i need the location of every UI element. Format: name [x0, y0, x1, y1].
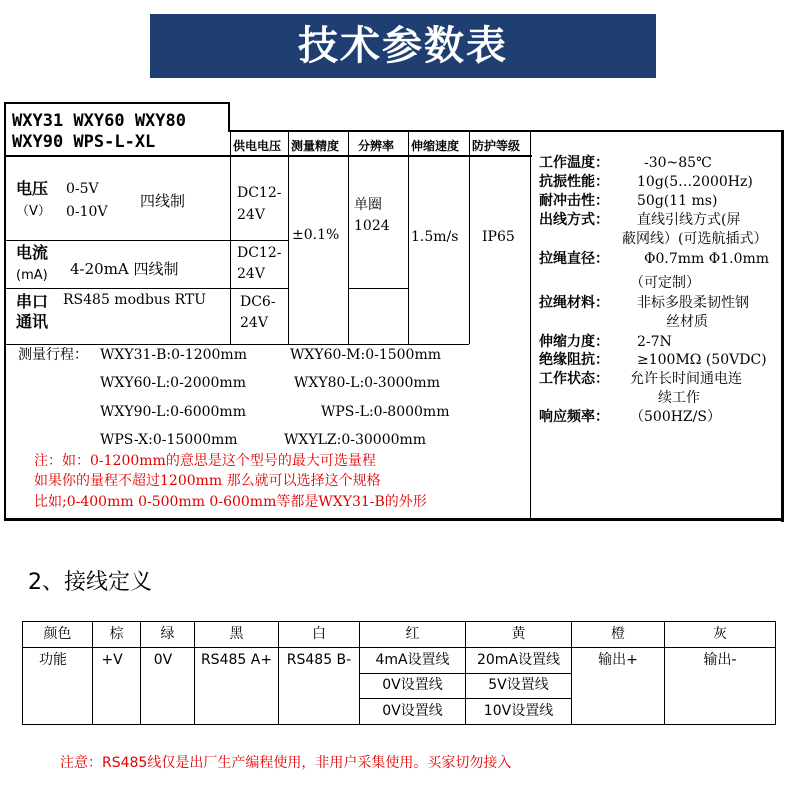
voltage-mode: 四线制 — [140, 192, 186, 210]
rope-label: 拉绳直径： — [539, 251, 609, 267]
current-value: 4-20mA 四线制 — [70, 260, 179, 278]
serial-label-1: 串口 — [16, 292, 49, 311]
resp-label: 响应频率： — [539, 409, 609, 425]
serial-supply-1: DC6- — [240, 294, 276, 310]
wiring-header: 橙 — [611, 626, 625, 642]
voltage-range-2: 0-10V — [66, 204, 108, 220]
current-supply-2: 24V — [237, 266, 265, 282]
spec-border — [530, 132, 531, 520]
header-speed: 伸缩速度 — [411, 139, 460, 153]
voltage-unit: （V） — [16, 204, 51, 219]
spec-border — [228, 130, 783, 132]
stroke-label: 测量行程： — [18, 347, 88, 363]
spec-border — [348, 132, 349, 344]
voltage-label: 电压 — [16, 179, 49, 198]
spec-table — [4, 102, 783, 522]
red-function: 4mA设置线 — [375, 652, 450, 668]
page-title: 技术参数表 — [150, 14, 656, 78]
title-banner — [140, 8, 666, 84]
spec-border — [408, 132, 409, 344]
header-accuracy: 测量精度 — [291, 139, 340, 153]
models-line-1: WXY31 WXY60 WXY80 — [12, 111, 186, 131]
spec-border — [469, 132, 470, 344]
wiring-border — [22, 724, 776, 725]
voltage-supply-1: DC12- — [237, 185, 282, 201]
voltage-range-1: 0-5V — [66, 181, 99, 197]
wiring-border — [22, 621, 776, 622]
serial-supply-2: 24V — [240, 315, 268, 331]
green-function: 0V — [153, 652, 173, 668]
wiring-border — [22, 647, 776, 648]
wiring-table — [22, 621, 776, 725]
models-line-2: WXY90 WPS-L-XL — [12, 132, 156, 152]
wiring-header: 灰 — [713, 626, 727, 642]
yellow-function: 20mA设置线 — [476, 652, 561, 668]
temp-label: 工作温度： — [539, 155, 609, 171]
resolution-line-2: 1024 — [354, 218, 390, 234]
current-supply-1: DC12- — [237, 245, 282, 261]
material-value-1: 非标多股柔韧性钢 — [637, 295, 749, 311]
yellow-function: 5V设置线 — [488, 677, 549, 693]
spec-border — [4, 344, 469, 345]
spec-border — [4, 155, 532, 157]
insul-label: 绝缘阻抗： — [539, 352, 609, 368]
serial-label-2: 通讯 — [16, 312, 49, 331]
header-protection: 防护等级 — [472, 139, 521, 153]
speed-value: 1.5m/s — [411, 229, 459, 245]
rope-value-2: （可定制） — [630, 275, 700, 291]
vib-label: 抗振性能： — [539, 174, 609, 190]
brown-function: +V — [101, 652, 123, 668]
note-line: 如果你的量程不超过1200mm 那么就可以选择这个规格 — [34, 473, 381, 489]
shock-value: 50g(11 ms) — [637, 193, 718, 209]
spec-border — [4, 288, 289, 289]
current-label: 电流 — [16, 243, 49, 262]
stroke-item: WXY60-L:0-2000mm — [100, 375, 246, 391]
resp-value: （500HZ/S） — [630, 409, 721, 425]
wiring-header: 红 — [405, 626, 420, 642]
spec-border — [4, 518, 784, 521]
function-label: 功能 — [39, 652, 67, 668]
spec-border — [228, 102, 230, 132]
protection-value: IP65 — [482, 229, 515, 245]
wiring-header: 黄 — [511, 626, 526, 642]
outlet-value-1: 直线引线方式(屏 — [637, 212, 741, 228]
header-resolution: 分辨率 — [358, 139, 395, 153]
current-unit: (mA) — [16, 268, 48, 283]
stroke-item: WXYLZ:0-30000mm — [284, 432, 427, 448]
state-value-2: 续工作 — [658, 390, 700, 406]
wiring-header: 棕 — [109, 626, 124, 642]
wiring-header: 黑 — [229, 626, 244, 642]
orange-function: 输出+ — [598, 652, 638, 668]
wiring-header: 颜色 — [43, 626, 72, 642]
red-function: 0V设置线 — [382, 677, 443, 693]
outlet-label: 出线方式： — [539, 212, 609, 228]
yellow-function: 10V设置线 — [483, 703, 554, 719]
vib-value: 10g(5…2000Hz) — [637, 174, 753, 190]
gray-function: 输出- — [703, 652, 737, 668]
stroke-item: WPS-L:0-8000mm — [321, 404, 450, 420]
header-supply: 供电电压 — [233, 139, 282, 153]
resolution-line-1: 单圈 — [354, 197, 382, 213]
wiring-header: 绿 — [160, 626, 175, 642]
insul-value: ≥100MΩ (50VDC) — [637, 352, 767, 368]
black-function: RS485 A+ — [200, 652, 273, 668]
material-value-2: 丝材质 — [666, 314, 708, 330]
stroke-item: WXY90-L:0-6000mm — [100, 404, 246, 420]
note-line: 注：如：0-1200mm的意思是这个型号的最大可选量程 — [34, 453, 376, 469]
warning-note: 注意：RS485线仅是出厂生产编程使用，非用户采集使用。买家切勿接入 — [60, 755, 512, 771]
stroke-item: WPS-X:0-15000mm — [100, 432, 238, 448]
stroke-item: WXY80-L:0-3000mm — [294, 375, 440, 391]
red-function: 0V设置线 — [382, 703, 443, 719]
wiring-border — [775, 621, 776, 725]
spec-border — [781, 130, 784, 522]
voltage-supply-2: 24V — [237, 207, 265, 223]
stroke-item: WXY60-M:0-1500mm — [290, 347, 442, 363]
serial-value: RS485 modbus RTU — [63, 292, 207, 308]
spec-border — [4, 240, 289, 241]
spec-border — [4, 102, 6, 520]
accuracy-value: ±0.1% — [292, 227, 340, 243]
spec-border — [348, 288, 409, 289]
temp-value: -30~85℃ — [644, 155, 712, 171]
spec-border — [288, 132, 289, 344]
shock-label: 耐冲击性： — [539, 193, 609, 209]
state-label: 工作状态： — [539, 371, 609, 387]
wiring-header: 白 — [312, 626, 326, 642]
white-function: RS485 B- — [286, 652, 352, 668]
outlet-value-2: 蔽网线）(可选航插式） — [622, 231, 768, 247]
spec-border — [230, 132, 231, 344]
force-label: 伸缩力度： — [539, 334, 609, 350]
stroke-item: WXY31-B:0-1200mm — [100, 347, 247, 363]
spec-border — [4, 102, 228, 104]
force-value: 2-7N — [637, 334, 672, 350]
section-heading: 2、接线定义 — [28, 570, 152, 595]
state-value-1: 允许长时间通电连 — [630, 371, 742, 387]
rope-value-1: Φ0.7mm Φ1.0mm — [644, 251, 770, 267]
material-label: 拉绳材料： — [539, 295, 609, 311]
note-line: 比如;0-400mm 0-500mm 0-600mm等都是WXY31-B的外形 — [34, 494, 427, 510]
